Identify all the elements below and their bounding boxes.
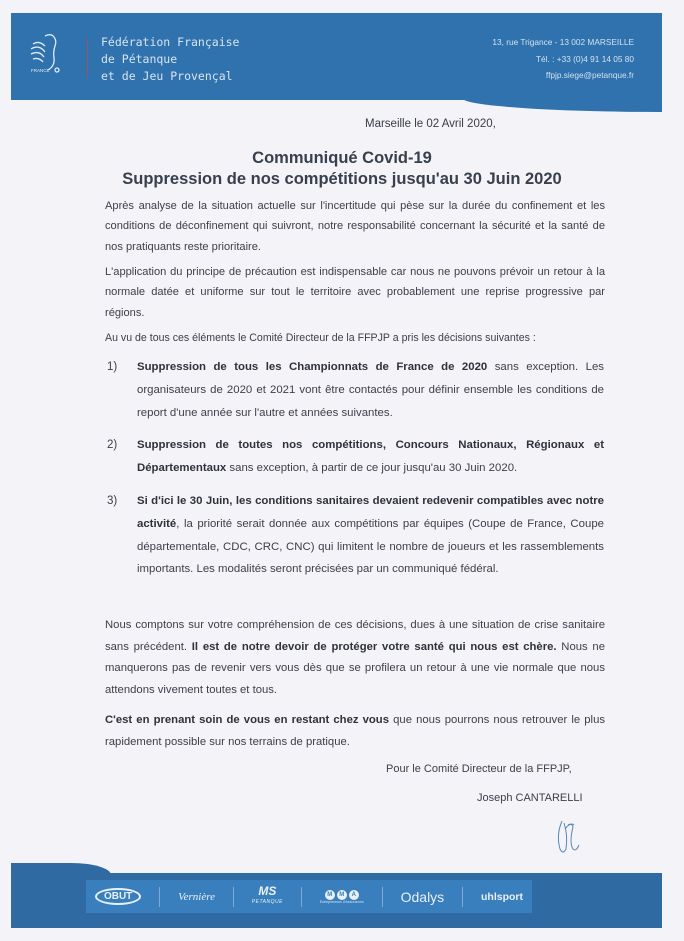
sponsor-divider [301,887,302,907]
federation-name-line: Fédération Française [101,35,240,49]
closing-text: Nous ne manquerons pas de revenir vers vous dès que se profilera un retour à une vie normale que nous attendons vivement toutes et tous. [105,640,605,696]
logo-divider [87,38,88,78]
mma-letter: A [349,890,359,900]
closing-paragraph-1 [105,615,605,701]
sponsor-ms-petanque-logo [251,883,283,908]
paragraph-1: Après analyse de la situation actuelle sur l'incertitude qui pèse sur la durée du confinement et les conditions de déconfinement qui suivront, notre responsabilité concernant la sécurité et la santé de nos pratiquants reste prioritaire. [105,200,605,253]
federation-name-line: de Pétanque [101,52,178,66]
decision-text: , la priorité serait donnée aux compétitions par équipes (Coupe de France, Coupe départementale, CDC, CRC, CNC) qui limitent le nombre de joueurs et les rassemblements importants. Les modalités seront précisées par un communiqué fédéral. [137,517,604,576]
decision-bold: Suppression de toutes nos compétitions, Concours Nationaux, Régionaux et Départementaux [137,439,604,474]
svg-text:FRANCE: FRANCE [31,68,50,73]
decision-bold: Suppression de tous les Championnats de France de 2020 [137,361,488,373]
federation-name [101,34,239,85]
signatory-name: Joseph CANTARELLI [477,792,583,804]
sponsor-strip [86,880,532,913]
handwritten-signature [548,815,588,860]
ms-text: MS [258,883,277,898]
sponsor-divider [382,887,383,907]
mma-subtext: Entrepreneurs d'Assurances [319,899,364,904]
decision-number: 2) [107,439,118,451]
signature-line: Pour le Comité Directeur de la FFPJP, [386,763,572,775]
decision-number: 3) [107,495,118,507]
federation-name-line: et de Jeu Provençal [101,69,233,83]
closing-paragraph-2 [105,710,605,753]
decision-number: 1) [107,361,118,373]
closing-bold: C'est en prenant soin de vous en restant chez vous [105,714,389,726]
document-subtitle: Suppression de nos compétitions jusqu'au 30 Juin 2020 [122,170,562,188]
phone: Tél. : +33 (0)4 91 14 05 80 [535,53,634,64]
ms-subtext: PETANQUE [251,898,283,905]
mma-letter: M [337,890,347,900]
document-title: Communiqué Covid-19 [252,149,432,167]
contact-block [492,34,634,84]
paragraph-3: Au vu de tous ces éléments le Comité Directeur de la FFPJP a pris les décisions suivantes : [105,332,536,344]
sponsor-uhlsport-logo: uhlsport [481,890,523,903]
closing-bold: Il est de notre devoir de protéger votre santé qui nous est chère. [191,640,557,653]
decision-text: sans exception, à partir de ce jour jusqu'au 30 Juin 2020. [226,461,518,474]
sponsor-mma-logo [320,890,364,904]
sponsor-verniere-logo: Vernière [178,890,215,903]
address: 13, rue Trigance - 13 002 MARSEILLE [492,37,634,47]
closing-text: que nous pourrons nous retrouver le plus rapidement possible sur nos terrains de pratique. [105,714,606,748]
sponsor-odalys-logo: Odalys [400,888,445,905]
decision-bold: Si d'ici le 30 Juin, les conditions sanitaires devaient redevenir compatibles avec notre activité [137,495,604,530]
sponsor-obut-logo: OBUT [95,888,141,905]
decision-text: sans exception. Les organisateurs de 2020 et 2021 vont être contactés pour définir ensemble les conditions de report d'une année sur l'autre et années suivantes. [137,361,604,419]
mma-letter: M [325,890,335,900]
email: ffpjp.siege@petanque.fr [545,70,634,80]
letterhead-curve [462,98,662,112]
paragraph-2: L'application du principe de précaution est indispensable car nous ne pouvons prévoir un retour à la normale datée et uniforme sur tout le territoire avec probablement une reprise progressive par régions. [105,266,605,319]
rooster-logo-icon [25,30,73,78]
date-line: Marseille le 02 Avril 2020, [365,118,496,130]
sponsor-divider [462,887,463,907]
closing-text: Nous comptons sur votre compréhension de ces décisions, dues à une situation de crise sanitaire sans précédent. [105,619,605,653]
sponsor-divider [233,887,234,907]
sponsor-divider [159,887,160,907]
